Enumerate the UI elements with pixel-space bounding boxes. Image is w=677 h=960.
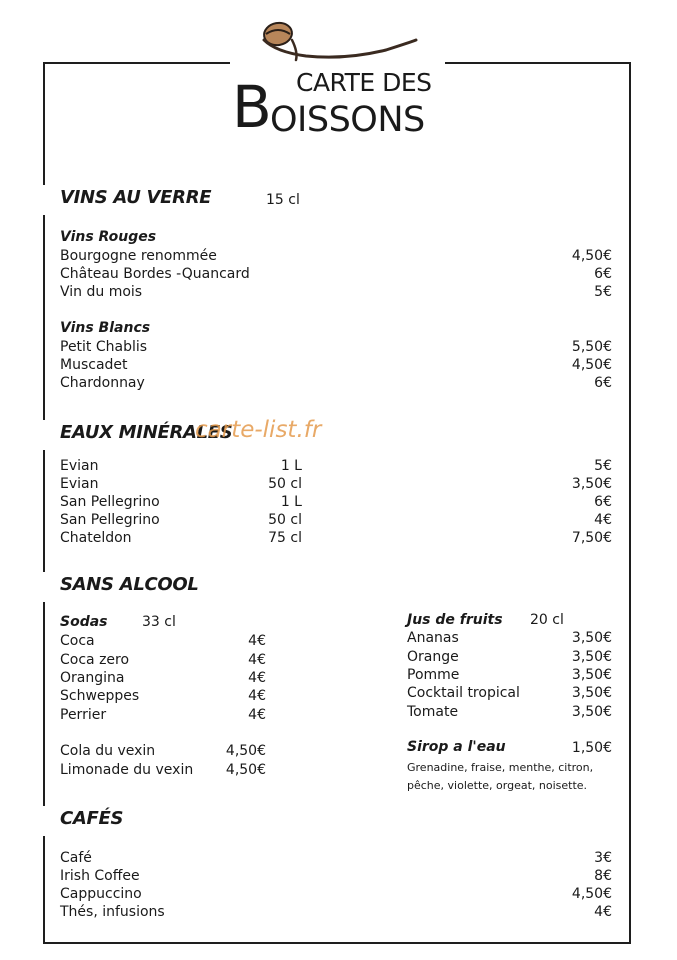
item-price: 4€: [594, 904, 612, 920]
table-row: [0, 511, 677, 529]
item-name: Perrier: [60, 707, 107, 723]
item-name: Muscadet: [60, 357, 128, 373]
item-price: 4€: [248, 670, 266, 686]
list-item: [0, 669, 340, 687]
list-item: [0, 867, 677, 885]
item-price: 7,50€: [571, 530, 612, 546]
item-price: 4€: [248, 633, 266, 649]
list-item: [0, 356, 677, 374]
list-item: [347, 648, 627, 666]
item-price: 5€: [594, 458, 612, 474]
item-volume: 50 cl: [268, 512, 302, 528]
item-price: 4,50€: [225, 762, 266, 778]
item-price: 4€: [594, 512, 612, 528]
item-price: 5€: [594, 284, 612, 300]
subsection-jus-de-fruits: Jus de fruits: [407, 612, 503, 628]
list-item: [0, 742, 340, 760]
list-item: [0, 374, 677, 392]
item-name: Coca: [60, 633, 95, 649]
item-name: Petit Chablis: [60, 339, 148, 355]
item-price: 4,50€: [571, 357, 612, 373]
table-row: [0, 457, 677, 475]
list-item: [0, 903, 677, 921]
item-price: 4,50€: [225, 743, 266, 759]
item-name: Cola du vexin: [60, 743, 156, 759]
list-item: [0, 265, 677, 283]
item-volume: 1 L: [280, 458, 302, 474]
item-name: Château Bordes -Quancard: [60, 266, 250, 282]
subsection-vins-blancs: Vins Blancs: [60, 320, 151, 336]
item-price: 3,50€: [571, 630, 612, 646]
item-volume: 50 cl: [268, 476, 302, 492]
section-title-vins: VINS AU VERRE: [60, 187, 212, 208]
frame-gap-vins: [38, 185, 50, 215]
subsection-vins-rouges: Vins Rouges: [60, 229, 157, 245]
item-price: 6€: [594, 266, 612, 282]
item-name: Limonade du vexin: [60, 762, 194, 778]
sodas-size: 33 cl: [142, 614, 176, 630]
item-name: Evian: [60, 476, 99, 492]
list-item: [347, 703, 627, 721]
table-row: [0, 493, 677, 511]
table-row: [0, 475, 677, 493]
item-volume: 75 cl: [268, 530, 302, 546]
frame-gap-cafes: [38, 806, 50, 836]
list-item: [0, 706, 340, 724]
list-item: [0, 651, 340, 669]
title-oissons: OISSONS: [270, 100, 425, 140]
item-name: Thés, infusions: [60, 904, 165, 920]
item-price: 4€: [248, 652, 266, 668]
item-name: Schweppes: [60, 688, 140, 704]
list-item: [347, 684, 627, 702]
subsection-sodas: Sodas: [60, 614, 108, 630]
item-name: Chardonnay: [60, 375, 145, 391]
item-volume: 1 L: [280, 494, 302, 510]
list-item: [0, 885, 677, 903]
item-name: Tomate: [407, 704, 459, 720]
item-name: Ananas: [407, 630, 459, 646]
item-price: 4,50€: [571, 886, 612, 902]
frame-gap-sans: [38, 572, 50, 602]
item-name: Irish Coffee: [60, 868, 140, 884]
item-price: 4€: [248, 688, 266, 704]
item-name: Cocktail tropical: [407, 685, 520, 701]
item-price: 4,50€: [571, 248, 612, 264]
item-name: Chateldon: [60, 530, 132, 546]
sirop-price-row: [347, 739, 627, 757]
item-price: 4€: [248, 707, 266, 723]
title-big-b: B: [232, 73, 272, 141]
item-name: Cappuccino: [60, 886, 142, 902]
list-item: [347, 666, 627, 684]
item-name: Vin du mois: [60, 284, 143, 300]
item-name: San Pellegrino: [60, 494, 160, 510]
vins-size: 15 cl: [266, 192, 300, 208]
item-name: Pomme: [407, 667, 460, 683]
list-item: [0, 849, 677, 867]
item-price: 3,50€: [571, 476, 612, 492]
item-name: Orangina: [60, 670, 125, 686]
item-price: 6€: [594, 375, 612, 391]
item-price: 5,50€: [571, 339, 612, 355]
item-name: San Pellegrino: [60, 512, 160, 528]
jus-size: 20 cl: [530, 612, 564, 628]
item-price: 3,50€: [571, 685, 612, 701]
list-item: [0, 247, 677, 265]
item-name: Bourgogne renommée: [60, 248, 217, 264]
watermark: carte-list.fr: [195, 417, 322, 443]
sirop-flavours-line1: Grenadine, fraise, menthe, citron,: [407, 761, 594, 774]
item-name: Orange: [407, 649, 459, 665]
list-item: [0, 687, 340, 705]
item-price: 3,50€: [571, 704, 612, 720]
section-title-eaux: EAUX MINÉRALES: [60, 422, 233, 443]
list-item: [0, 283, 677, 301]
frame-gap-eaux: [38, 420, 50, 450]
sirop-flavours-line2: pêche, violette, orgeat, noisette.: [407, 779, 588, 792]
list-item: [0, 761, 340, 779]
list-item: [0, 338, 677, 356]
subsection-sirop: Sirop a l'eau: [407, 739, 506, 755]
item-price: 1,50€: [571, 740, 612, 756]
list-item: [347, 629, 627, 647]
item-name: Evian: [60, 458, 99, 474]
item-name: Coca zero: [60, 652, 130, 668]
item-price: 8€: [594, 868, 612, 884]
item-price: 3,50€: [571, 667, 612, 683]
table-row: [0, 529, 677, 547]
item-price: 3€: [594, 850, 612, 866]
item-name: Café: [60, 850, 92, 866]
item-price: 3,50€: [571, 649, 612, 665]
item-price: 6€: [594, 494, 612, 510]
list-item: [0, 632, 340, 650]
title-carte-des: CARTE DES: [296, 68, 432, 97]
section-title-cafes: CAFÉS: [60, 808, 124, 829]
section-title-sans-alcool: SANS ALCOOL: [60, 574, 199, 595]
